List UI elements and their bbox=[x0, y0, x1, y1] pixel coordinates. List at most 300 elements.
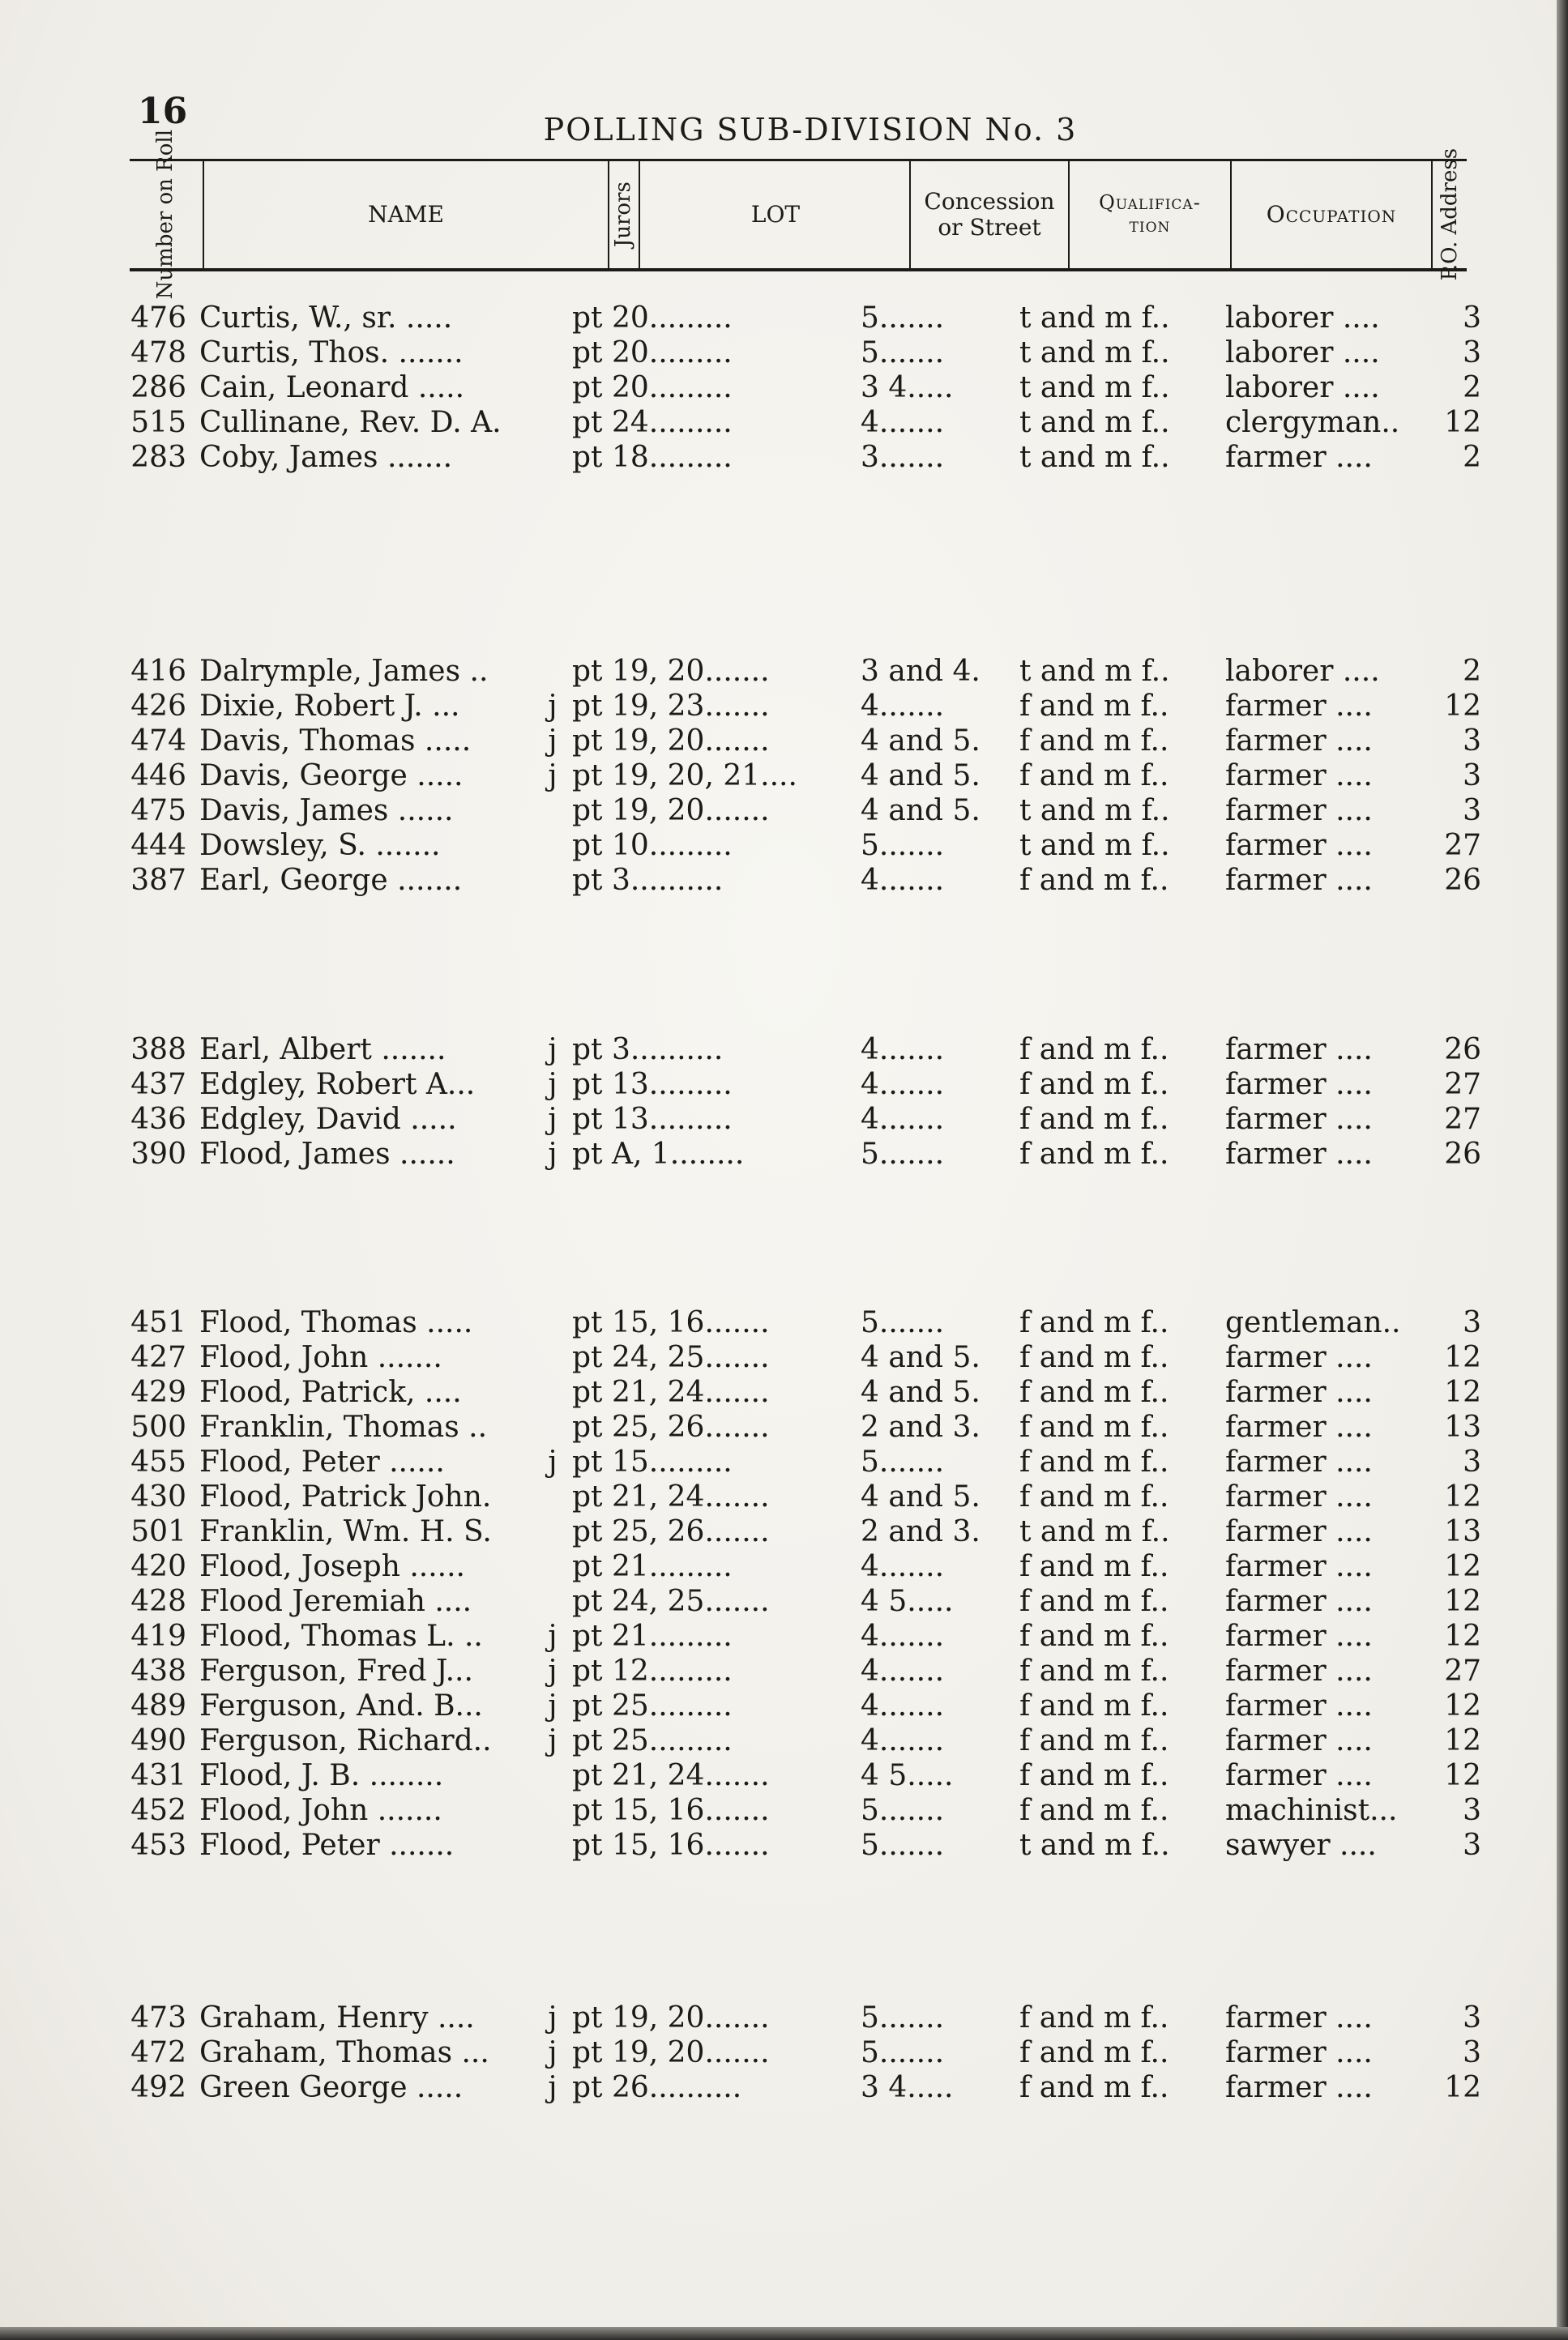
juror-mark: j bbox=[548, 1033, 558, 1066]
occupation-value: farmer .... bbox=[1225, 1033, 1373, 1066]
juror-mark: j bbox=[548, 2001, 558, 2035]
occupation-value: farmer .... bbox=[1225, 794, 1373, 827]
voter-name: Green George ..... bbox=[199, 2071, 464, 2104]
voter-row bbox=[0, 1585, 1568, 1620]
voter-name: Flood, Joseph ...... bbox=[199, 1550, 465, 1583]
concession-value: 4....... bbox=[861, 1103, 945, 1136]
voter-name: Dixie, Robert J. ... bbox=[199, 690, 460, 723]
occupation-value: farmer .... bbox=[1225, 2071, 1373, 2104]
lot-value: pt 21, 24....... bbox=[572, 1759, 770, 1792]
voter-row bbox=[0, 1068, 1568, 1103]
po-address-value: 12 bbox=[1444, 1724, 1481, 1757]
lot-value: pt 21......... bbox=[572, 1550, 733, 1583]
po-address-value: 27 bbox=[1444, 1068, 1481, 1101]
lot-value: pt 25......... bbox=[572, 1724, 733, 1757]
voter-name: Ferguson, Richard.. bbox=[199, 1724, 492, 1757]
voter-row bbox=[0, 1829, 1568, 1864]
concession-value: 3....... bbox=[861, 441, 945, 474]
lot-value: pt 19, 23....... bbox=[572, 690, 770, 723]
qualification-value: f and m f.. bbox=[1019, 1620, 1169, 1653]
po-address-value: 27 bbox=[1444, 1655, 1481, 1688]
concession-value: 5....... bbox=[861, 829, 945, 862]
qualification-value: f and m f.. bbox=[1019, 1759, 1169, 1792]
roll-number: 476 bbox=[130, 301, 186, 335]
header-lot-label: LOT bbox=[750, 200, 801, 228]
juror-mark: j bbox=[548, 1103, 558, 1136]
lot-value: pt 24, 25....... bbox=[572, 1585, 770, 1618]
occupation-value: farmer .... bbox=[1225, 864, 1373, 897]
po-address-value: 26 bbox=[1444, 1033, 1481, 1066]
roll-number: 438 bbox=[130, 1655, 186, 1688]
occupation-value: laborer .... bbox=[1225, 655, 1380, 688]
voter-name: Dowsley, S. ....... bbox=[199, 829, 441, 862]
voter-name: Davis, James ...... bbox=[199, 794, 454, 827]
voter-row bbox=[0, 690, 1568, 724]
roll-number: 473 bbox=[130, 2001, 186, 2035]
lot-value: pt 26.......... bbox=[572, 2071, 742, 2104]
po-address-value: 3 bbox=[1463, 1445, 1481, 1479]
qualification-value: f and m f.. bbox=[1019, 1411, 1169, 1444]
lot-value: pt 15, 16....... bbox=[572, 1306, 770, 1339]
voter-name: Ferguson, Fred J... bbox=[199, 1655, 473, 1688]
occupation-value: farmer .... bbox=[1225, 1103, 1373, 1136]
voter-row bbox=[0, 1759, 1568, 1794]
roll-number: 451 bbox=[130, 1306, 186, 1339]
po-address-value: 13 bbox=[1444, 1411, 1481, 1444]
voter-row bbox=[0, 406, 1568, 441]
concession-value: 4....... bbox=[861, 1655, 945, 1688]
header-concession-label: Concession or Street bbox=[924, 187, 1055, 241]
voter-row bbox=[0, 1620, 1568, 1655]
concession-value: 4....... bbox=[861, 1620, 945, 1653]
voter-row bbox=[0, 1138, 1568, 1172]
qualification-value: t and m f.. bbox=[1019, 336, 1170, 369]
voter-row bbox=[0, 301, 1568, 336]
occupation-value: farmer .... bbox=[1225, 1068, 1373, 1101]
qualification-value: f and m f.. bbox=[1019, 1724, 1169, 1757]
po-address-value: 3 bbox=[1463, 336, 1481, 369]
occupation-value: farmer .... bbox=[1225, 441, 1373, 474]
lot-value: pt 15, 16....... bbox=[572, 1794, 770, 1827]
voter-row bbox=[0, 1306, 1568, 1341]
po-address-value: 12 bbox=[1444, 1480, 1481, 1514]
roll-number: 387 bbox=[130, 864, 186, 897]
voter-name: Curtis, W., sr. ..... bbox=[199, 301, 453, 335]
po-address-value: 3 bbox=[1463, 759, 1481, 792]
roll-number: 437 bbox=[130, 1068, 186, 1101]
page-number: 16 bbox=[138, 91, 188, 132]
juror-mark: j bbox=[548, 2036, 558, 2069]
concession-value: 5....... bbox=[861, 1829, 945, 1862]
voter-row bbox=[0, 441, 1568, 476]
qualification-value: t and m f.. bbox=[1019, 655, 1170, 688]
voter-name: Coby, James ....... bbox=[199, 441, 453, 474]
voter-row bbox=[0, 1411, 1568, 1445]
roll-number: 427 bbox=[130, 1341, 186, 1374]
qualification-value: f and m f.. bbox=[1019, 759, 1169, 792]
header-qualification-label: Qualifica-tion bbox=[1099, 191, 1201, 237]
voter-row bbox=[0, 1480, 1568, 1515]
occupation-value: laborer .... bbox=[1225, 371, 1380, 404]
roll-number: 420 bbox=[130, 1550, 186, 1583]
voter-row bbox=[0, 1515, 1568, 1550]
page-title: POLLING SUB-DIVISION No. 3 bbox=[543, 112, 1078, 147]
juror-mark: j bbox=[548, 1445, 558, 1479]
occupation-value: clergyman.. bbox=[1225, 406, 1400, 439]
po-address-value: 12 bbox=[1444, 1341, 1481, 1374]
roll-number: 426 bbox=[130, 690, 186, 723]
roll-number: 283 bbox=[130, 441, 186, 474]
voter-name: Earl, George ....... bbox=[199, 864, 463, 897]
po-address-value: 12 bbox=[1444, 1759, 1481, 1792]
lot-value: pt 19, 20....... bbox=[572, 655, 770, 688]
voter-name: Flood Jeremiah .... bbox=[199, 1585, 472, 1618]
voter-name: Franklin, Thomas .. bbox=[199, 1411, 488, 1444]
voter-row bbox=[0, 1033, 1568, 1068]
qualification-value: f and m f.. bbox=[1019, 1138, 1169, 1171]
concession-value: 2 and 3. bbox=[861, 1411, 981, 1444]
voter-row bbox=[0, 1103, 1568, 1138]
voter-group bbox=[0, 655, 1568, 899]
concession-value: 2 and 3. bbox=[861, 1515, 981, 1548]
occupation-value: farmer .... bbox=[1225, 1376, 1373, 1409]
voter-name: Flood, John ....... bbox=[199, 1794, 442, 1827]
voter-name: Franklin, Wm. H. S. bbox=[199, 1515, 492, 1548]
concession-value: 4 and 5. bbox=[861, 1376, 981, 1409]
occupation-value: farmer .... bbox=[1225, 690, 1373, 723]
concession-value: 4....... bbox=[861, 1068, 945, 1101]
concession-value: 5....... bbox=[861, 301, 945, 335]
qualification-value: f and m f.. bbox=[1019, 2036, 1169, 2069]
voter-row bbox=[0, 2071, 1568, 2106]
header-po-address-label: P.O. Address bbox=[1438, 148, 1463, 281]
concession-value: 4....... bbox=[861, 1689, 945, 1723]
concession-value: 4....... bbox=[861, 1550, 945, 1583]
occupation-value: sawyer .... bbox=[1225, 1829, 1377, 1862]
po-address-value: 12 bbox=[1444, 1550, 1481, 1583]
voter-row bbox=[0, 1341, 1568, 1376]
voter-group bbox=[0, 1306, 1568, 1864]
voter-name: Flood, James ...... bbox=[199, 1138, 455, 1171]
voter-row bbox=[0, 2036, 1568, 2071]
juror-mark: j bbox=[548, 1138, 558, 1171]
juror-mark: j bbox=[548, 1689, 558, 1723]
roll-number: 490 bbox=[130, 1724, 186, 1757]
po-address-value: 3 bbox=[1463, 2036, 1481, 2069]
lot-value: pt 15......... bbox=[572, 1445, 733, 1479]
qualification-value: f and m f.. bbox=[1019, 2001, 1169, 2035]
po-address-value: 3 bbox=[1463, 301, 1481, 335]
voter-name: Cain, Leonard ..... bbox=[199, 371, 465, 404]
qualification-value: f and m f.. bbox=[1019, 1794, 1169, 1827]
lot-value: pt 24, 25....... bbox=[572, 1341, 770, 1374]
voter-name: Flood, Peter ....... bbox=[199, 1829, 455, 1862]
occupation-value: farmer .... bbox=[1225, 1480, 1373, 1514]
occupation-value: farmer .... bbox=[1225, 1689, 1373, 1723]
occupation-value: farmer .... bbox=[1225, 829, 1373, 862]
po-address-value: 12 bbox=[1444, 2071, 1481, 2104]
voter-row bbox=[0, 2001, 1568, 2036]
header-jurors-label: Jurors bbox=[611, 181, 636, 248]
qualification-value: t and m f.. bbox=[1019, 794, 1170, 827]
roll-number: 500 bbox=[130, 1411, 186, 1444]
voter-row bbox=[0, 655, 1568, 690]
occupation-value: farmer .... bbox=[1225, 1655, 1373, 1688]
voter-row bbox=[0, 336, 1568, 371]
voter-row bbox=[0, 1794, 1568, 1829]
juror-mark: j bbox=[548, 1655, 558, 1688]
occupation-value: farmer .... bbox=[1225, 2036, 1373, 2069]
roll-number: 446 bbox=[130, 759, 186, 792]
roll-number: 452 bbox=[130, 1794, 186, 1827]
occupation-value: farmer .... bbox=[1225, 1620, 1373, 1653]
lot-value: pt 3.......... bbox=[572, 864, 724, 897]
roll-number: 390 bbox=[130, 1138, 186, 1171]
concession-value: 5....... bbox=[861, 1445, 945, 1479]
header-name-label: NAME bbox=[368, 200, 444, 228]
lot-value: pt 3.......... bbox=[572, 1033, 724, 1066]
voter-name: Flood, Patrick John. bbox=[199, 1480, 492, 1514]
voter-row bbox=[0, 1689, 1568, 1724]
occupation-value: farmer .... bbox=[1225, 759, 1373, 792]
concession-value: 5....... bbox=[861, 2001, 945, 2035]
occupation-value: farmer .... bbox=[1225, 1550, 1373, 1583]
voter-name: Ferguson, And. B... bbox=[199, 1689, 483, 1723]
roll-number: 515 bbox=[130, 406, 186, 439]
concession-value: 5....... bbox=[861, 2036, 945, 2069]
qualification-value: f and m f.. bbox=[1019, 1306, 1169, 1339]
lot-value: pt 19, 20....... bbox=[572, 2001, 770, 2035]
qualification-value: f and m f.. bbox=[1019, 1445, 1169, 1479]
qualification-value: f and m f.. bbox=[1019, 724, 1169, 758]
voter-name: Flood, Patrick, .... bbox=[199, 1376, 462, 1409]
voter-name: Flood, Thomas L. .. bbox=[199, 1620, 483, 1653]
roll-number: 474 bbox=[130, 724, 186, 758]
occupation-value: farmer .... bbox=[1225, 1759, 1373, 1792]
lot-value: pt 25......... bbox=[572, 1689, 733, 1723]
po-address-value: 3 bbox=[1463, 1794, 1481, 1827]
concession-value: 5....... bbox=[861, 336, 945, 369]
voter-row bbox=[0, 1550, 1568, 1585]
po-address-value: 2 bbox=[1463, 371, 1481, 404]
lot-value: pt 10......... bbox=[572, 829, 733, 862]
qualification-value: f and m f.. bbox=[1019, 1655, 1169, 1688]
occupation-value: farmer .... bbox=[1225, 1138, 1373, 1171]
po-address-value: 27 bbox=[1444, 1103, 1481, 1136]
po-address-value: 12 bbox=[1444, 1689, 1481, 1723]
juror-mark: j bbox=[548, 724, 558, 758]
lot-value: pt 19, 20....... bbox=[572, 794, 770, 827]
roll-number: 492 bbox=[130, 2071, 186, 2104]
roll-number: 286 bbox=[130, 371, 186, 404]
voter-row bbox=[0, 759, 1568, 794]
juror-mark: j bbox=[548, 1724, 558, 1757]
lot-value: pt 13......... bbox=[572, 1068, 733, 1101]
occupation-value: laborer .... bbox=[1225, 301, 1380, 335]
concession-value: 3 4..... bbox=[861, 2071, 954, 2104]
voter-row bbox=[0, 724, 1568, 759]
lot-value: pt 12......... bbox=[572, 1655, 733, 1688]
voter-name: Curtis, Thos. ....... bbox=[199, 336, 464, 369]
occupation-value: farmer .... bbox=[1225, 1515, 1373, 1548]
concession-value: 4....... bbox=[861, 864, 945, 897]
juror-mark: j bbox=[548, 1068, 558, 1101]
voter-row bbox=[0, 1655, 1568, 1689]
po-address-value: 26 bbox=[1444, 864, 1481, 897]
qualification-value: f and m f.. bbox=[1019, 1341, 1169, 1374]
voter-group bbox=[0, 301, 1568, 476]
lot-value: pt 21......... bbox=[572, 1620, 733, 1653]
juror-mark: j bbox=[548, 1620, 558, 1653]
po-address-value: 3 bbox=[1463, 724, 1481, 758]
voter-row bbox=[0, 794, 1568, 829]
roll-number: 416 bbox=[130, 655, 186, 688]
lot-value: pt A, 1........ bbox=[572, 1138, 745, 1171]
header-occupation-label: Occupation bbox=[1266, 200, 1397, 228]
po-address-value: 3 bbox=[1463, 1829, 1481, 1862]
qualification-value: t and m f.. bbox=[1019, 1515, 1170, 1548]
lot-value: pt 21, 24....... bbox=[572, 1376, 770, 1409]
lot-value: pt 13......... bbox=[572, 1103, 733, 1136]
roll-number: 430 bbox=[130, 1480, 186, 1514]
qualification-value: f and m f.. bbox=[1019, 1376, 1169, 1409]
voter-name: Davis, Thomas ..... bbox=[199, 724, 472, 758]
voter-name: Dalrymple, James .. bbox=[199, 655, 489, 688]
lot-value: pt 15, 16....... bbox=[572, 1829, 770, 1862]
concession-value: 4 and 5. bbox=[861, 1341, 981, 1374]
po-address-value: 12 bbox=[1444, 690, 1481, 723]
concession-value: 4....... bbox=[861, 690, 945, 723]
qualification-value: f and m f.. bbox=[1019, 690, 1169, 723]
concession-value: 3 4..... bbox=[861, 371, 954, 404]
concession-value: 5....... bbox=[861, 1306, 945, 1339]
roll-number: 431 bbox=[130, 1759, 186, 1792]
voter-name: Graham, Thomas ... bbox=[199, 2036, 489, 2069]
qualification-value: f and m f.. bbox=[1019, 2071, 1169, 2104]
lot-value: pt 21, 24....... bbox=[572, 1480, 770, 1514]
lot-value: pt 18......... bbox=[572, 441, 733, 474]
concession-value: 4....... bbox=[861, 1033, 945, 1066]
qualification-value: t and m f.. bbox=[1019, 829, 1170, 862]
roll-number: 436 bbox=[130, 1103, 186, 1136]
roll-number: 428 bbox=[130, 1585, 186, 1618]
roll-number: 501 bbox=[130, 1515, 186, 1548]
voter-row bbox=[0, 1724, 1568, 1759]
concession-value: 3 and 4. bbox=[861, 655, 981, 688]
roll-number: 472 bbox=[130, 2036, 186, 2069]
voter-name: Graham, Henry .... bbox=[199, 2001, 475, 2035]
po-address-value: 3 bbox=[1463, 2001, 1481, 2035]
po-address-value: 12 bbox=[1444, 406, 1481, 439]
po-address-value: 3 bbox=[1463, 794, 1481, 827]
roll-number: 419 bbox=[130, 1620, 186, 1653]
roll-number: 429 bbox=[130, 1376, 186, 1409]
occupation-value: farmer .... bbox=[1225, 1724, 1373, 1757]
lot-value: pt 19, 20....... bbox=[572, 724, 770, 758]
po-address-value: 26 bbox=[1444, 1138, 1481, 1171]
voter-group bbox=[0, 2001, 1568, 2106]
po-address-value: 27 bbox=[1444, 829, 1481, 862]
header-number-label: Number on Roll bbox=[153, 130, 178, 300]
voter-row bbox=[0, 1376, 1568, 1411]
voter-name: Flood, John ....... bbox=[199, 1341, 442, 1374]
occupation-value: farmer .... bbox=[1225, 1411, 1373, 1444]
concession-value: 4....... bbox=[861, 406, 945, 439]
occupation-value: machinist... bbox=[1225, 1794, 1398, 1827]
occupation-value: farmer .... bbox=[1225, 1445, 1373, 1479]
lot-value: pt 25, 26....... bbox=[572, 1411, 770, 1444]
qualification-value: t and m f.. bbox=[1019, 371, 1170, 404]
concession-value: 4 5..... bbox=[861, 1585, 954, 1618]
juror-mark: j bbox=[548, 759, 558, 792]
po-address-value: 2 bbox=[1463, 655, 1481, 688]
concession-value: 4 and 5. bbox=[861, 794, 981, 827]
roll-number: 444 bbox=[130, 829, 186, 862]
lot-value: pt 20......... bbox=[572, 301, 733, 335]
juror-mark: j bbox=[548, 690, 558, 723]
concession-value: 4....... bbox=[861, 1724, 945, 1757]
lot-value: pt 20......... bbox=[572, 371, 733, 404]
lot-value: pt 25, 26....... bbox=[572, 1515, 770, 1548]
po-address-value: 12 bbox=[1444, 1585, 1481, 1618]
voter-name: Edgley, Robert A... bbox=[199, 1068, 476, 1101]
juror-mark: j bbox=[548, 2071, 558, 2104]
roll-number: 489 bbox=[130, 1689, 186, 1723]
qualification-value: f and m f.. bbox=[1019, 1068, 1169, 1101]
qualification-value: t and m f.. bbox=[1019, 406, 1170, 439]
concession-value: 4 and 5. bbox=[861, 759, 981, 792]
voter-row bbox=[0, 1445, 1568, 1480]
voter-name: Flood, Peter ...... bbox=[199, 1445, 445, 1479]
qualification-value: f and m f.. bbox=[1019, 864, 1169, 897]
lot-value: pt 24......... bbox=[572, 406, 733, 439]
voter-name: Flood, Thomas ..... bbox=[199, 1306, 473, 1339]
voter-name: Cullinane, Rev. D. A. bbox=[199, 406, 502, 439]
lot-value: pt 19, 20, 21.... bbox=[572, 759, 797, 792]
roll-number: 455 bbox=[130, 1445, 186, 1479]
occupation-value: farmer .... bbox=[1225, 1585, 1373, 1618]
concession-value: 5....... bbox=[861, 1794, 945, 1827]
voter-row bbox=[0, 371, 1568, 406]
voter-row bbox=[0, 864, 1568, 899]
roll-number: 475 bbox=[130, 794, 186, 827]
voter-name: Edgley, David ..... bbox=[199, 1103, 457, 1136]
roll-number: 388 bbox=[130, 1033, 186, 1066]
occupation-value: gentleman.. bbox=[1225, 1306, 1401, 1339]
po-address-value: 3 bbox=[1463, 1306, 1481, 1339]
roll-number: 478 bbox=[130, 336, 186, 369]
voter-name: Earl, Albert ....... bbox=[199, 1033, 446, 1066]
qualification-value: t and m f.. bbox=[1019, 301, 1170, 335]
qualification-value: t and m f.. bbox=[1019, 1829, 1170, 1862]
qualification-value: f and m f.. bbox=[1019, 1550, 1169, 1583]
voter-name: Davis, George ..... bbox=[199, 759, 464, 792]
po-address-value: 12 bbox=[1444, 1376, 1481, 1409]
qualification-value: f and m f.. bbox=[1019, 1585, 1169, 1618]
lot-value: pt 19, 20....... bbox=[572, 2036, 770, 2069]
lot-value: pt 20......... bbox=[572, 336, 733, 369]
occupation-value: laborer .... bbox=[1225, 336, 1380, 369]
roll-number: 453 bbox=[130, 1829, 186, 1862]
concession-value: 4 and 5. bbox=[861, 1480, 981, 1514]
po-address-value: 2 bbox=[1463, 441, 1481, 474]
po-address-value: 13 bbox=[1444, 1515, 1481, 1548]
qualification-value: t and m f.. bbox=[1019, 441, 1170, 474]
qualification-value: f and m f.. bbox=[1019, 1689, 1169, 1723]
occupation-value: farmer .... bbox=[1225, 1341, 1373, 1374]
concession-value: 5....... bbox=[861, 1138, 945, 1171]
voter-group bbox=[0, 1033, 1568, 1172]
